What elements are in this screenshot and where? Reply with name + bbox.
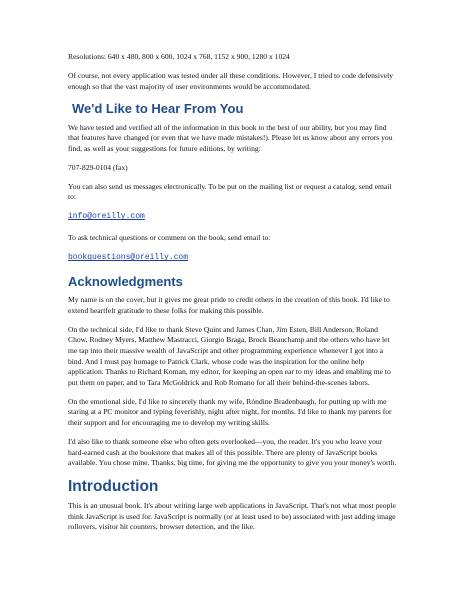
acknowledgments-paragraph-2: On the technical side, I'd like to thank Steve Quint and James Chan, Jim Esten, Bill Anderson, Roland Chow, Rodney Myers, Matthew Mastracci, Giorgio Braga, Brock Beauchamp and the others who have let me tap into their massive wealth of JavaScript and other programming experience whenever I got into a bind. And I must pay homage to Patrick Clark, whose code was the inspiration for the online help application. Thanks to Richard Koman, my editor, for keeping an open ear to my ideas and enabling me to put them on paper, and to Tara McGoldrick and Rob Romano for all their behind-the-scenes labors. (68, 324, 391, 387)
feedback-paragraph: We have tested and verified all of the information in this book to the best of our ability, but you may find that features have changed (or even that we have made mistakes!). Please let us know about any errors you find, as well as your suggestions for future editions, by writing: (68, 122, 393, 153)
testing-paragraph: Of course, not every application was tested under all these conditions. However, I tried to code defensively enough so that the vast majority of user environments would be accommodated. (68, 70, 394, 91)
section-heading-acknowledgments: Acknowledgments (68, 274, 183, 290)
introduction-paragraph-1: This is an unusual book. It's about writing large web applications in JavaScript. That's not what most people think JavaScript is used for. JavaScript is normally (or at least used to be) associated with just adding image rollovers, visitor hit counters, browser detection, and the like. (68, 501, 396, 532)
acknowledgments-paragraph-1: My name is on the cover, but it gives me great pride to credit others in the creation of this book. I'd like to extend heartfelt gratitude to these folks for making this possible. (68, 295, 390, 315)
technical-questions-paragraph: To ask technical questions or comment on the book, send email to: (68, 233, 271, 243)
fax-number: 707-829-0104 (fax) (68, 162, 128, 172)
acknowledgments-paragraph-4: I'd also like to thank someone else who often gets overlooked—you, the reader. It's you who leave your hard-earned cash at the bookstore that makes all of this possible. There are plenty of JavaScript books available. You chose mine. Thanks, big time, for giving me the opportunity to give you your money's worth. (68, 436, 397, 468)
section-heading-introduction: Introduction (68, 478, 159, 496)
document-page (68, 52, 398, 541)
email-instructions-paragraph: You can also send us messages electronically. To be put on the mailing list or request a catalog, send email to: (68, 181, 392, 202)
bookquestions-email-link[interactable]: bookquestions@oreilly.com (68, 253, 189, 263)
section-heading-hear-from-you: We'd Like to Hear From You (72, 100, 244, 116)
acknowledgments-paragraph-3: On the emotional side, I'd like to sincerely thank my wife, Róndine Bradenbaugh, for putting up with me staring at a PC monitor and typing feverishly, night after night, for months. I'd like to thank my parents for their support and for encouraging me to develop my writing skills. (68, 396, 392, 427)
info-email-link[interactable]: info@oreilly.com (68, 212, 145, 222)
resolutions-paragraph: Resolutions: 640 x 480, 800 x 600, 1024 x 768, 1152 x 900, 1280 x 1024 (68, 52, 290, 61)
